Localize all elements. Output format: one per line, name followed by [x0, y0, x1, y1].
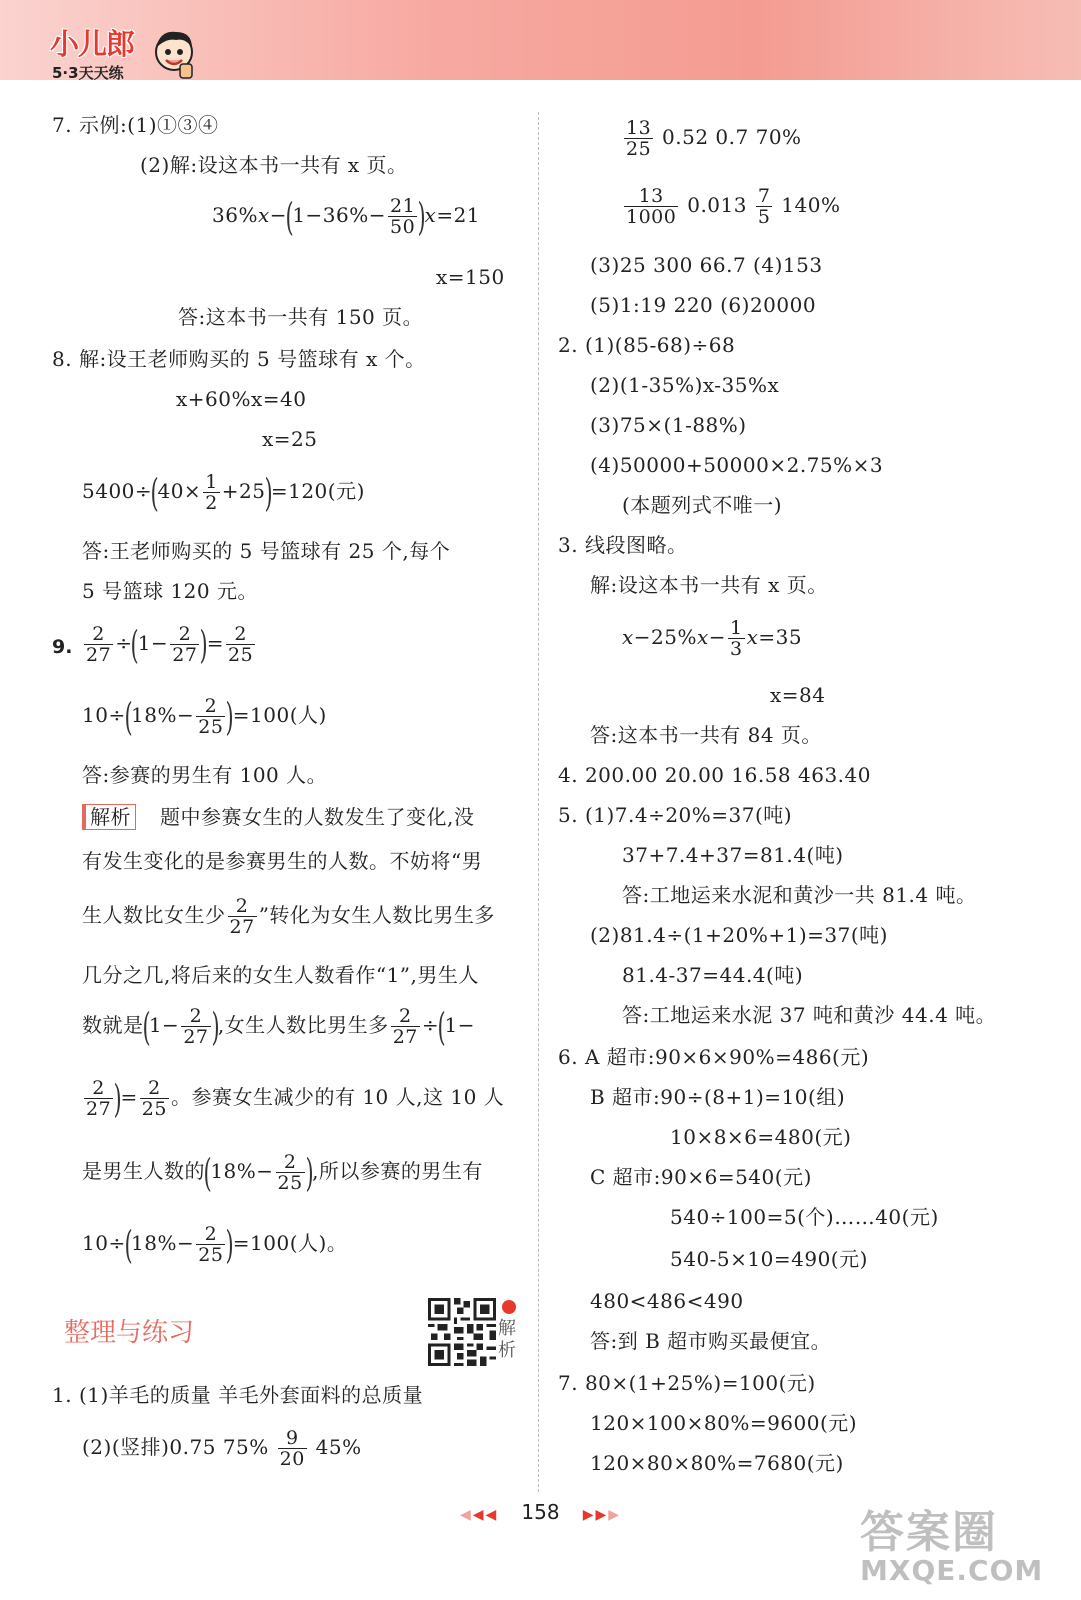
q7-answer: 答:这本书一共有 150 页。: [178, 305, 424, 329]
analysis-tag: 解析: [82, 804, 136, 830]
s1-line-2: (2)(竖排)0.75 75% $\frac{9}{20}$ 45%: [82, 1427, 362, 1470]
q7r-line-1: 7. 80×(1+25%)=100(元): [558, 1371, 816, 1395]
q5-line-2: 37+7.4+37=81.4(吨): [622, 843, 844, 867]
q3-equation: x−25%x− $\frac{1}{3}$ x=35: [622, 617, 803, 660]
q3-solution: x=84: [770, 683, 826, 707]
q8-equation-1: x+60%x=40: [176, 387, 307, 411]
q8-header: 8. 解:设王老师购买的 5 号篮球有 x 个。: [52, 347, 426, 371]
q8-answer-1: 答:王老师购买的 5 号篮球有 25 个,每个: [82, 539, 451, 563]
s1-line-1: 1. (1)羊毛的质量 羊毛外套面料的总质量: [52, 1383, 424, 1407]
q5-line-5: 81.4-37=44.4(吨): [622, 963, 804, 987]
q6-line-5: 540÷100=5(个)……40(元): [670, 1205, 939, 1229]
q9-number: 9.: [52, 636, 73, 658]
qr-label: 解析: [498, 1318, 516, 1361]
column-divider: [538, 112, 539, 1492]
mascot-boy-icon: [150, 26, 198, 80]
q2-line-5: (本题列式不唯一): [622, 493, 783, 517]
r-line-3: (3)25 300 66.7 (4)153: [590, 253, 823, 277]
analysis-line-2: 有发生变化的是参赛男生的人数。不妨将“男: [82, 849, 483, 873]
q7r-line-3: 120×80×80%=7680(元): [590, 1451, 844, 1475]
q9-answer: 答:参赛的男生有 100 人。: [82, 763, 328, 787]
watermark-line-1: 答案圈: [860, 1507, 998, 1558]
q3-answer: 答:这本书一共有 84 页。: [590, 723, 822, 747]
q5-line-1: 5. (1)7.4÷20%=37(吨): [558, 803, 793, 827]
q4-line: 4. 200.00 20.00 16.58 463.40: [558, 763, 871, 787]
q2-line-3: (3)75×(1-88%): [590, 413, 747, 437]
analysis-line-7: 是男生人数的(18%− $\frac{2}{25}$ ),所以参赛的男生有: [82, 1150, 483, 1195]
qr-code-icon[interactable]: [428, 1298, 496, 1366]
q2-line-2: (2)(1-35%)x-35%x: [590, 373, 780, 397]
q6-line-7: 480<486<490: [590, 1289, 744, 1313]
watermark: [860, 1496, 1043, 1587]
q7-solution: x=150: [436, 265, 505, 289]
analysis-line-8: 10÷(18%− $\frac{2}{25}$ )=100(人)。: [82, 1222, 348, 1267]
q5-line-3: 答:工地运来水泥和黄沙一共 81.4 吨。: [622, 883, 977, 907]
section-title: 整理与练习: [64, 1318, 195, 1348]
play-icon: [502, 1300, 516, 1314]
q7-equation: 36%x−(1−36%− $\frac{21}{50}$ )x=21: [212, 194, 481, 239]
next-arrows-icon: ▶▶▶: [582, 1507, 622, 1523]
prev-arrows-icon: ◀◀◀: [459, 1507, 499, 1523]
q5-line-6: 答:工地运来水泥 37 吨和黄沙 44.4 吨。: [622, 1003, 997, 1027]
q6-line-3: 10×8×6=480(元): [670, 1125, 852, 1149]
q8-equation-2: x=25: [262, 427, 318, 451]
page-number: 158: [521, 1500, 560, 1524]
analysis-line-3: 生人数比女生少 $\frac{2}{27}$ ”转化为女生人数比男生多: [82, 895, 495, 938]
q2-line-1: 2. (1)(85-68)÷68: [558, 333, 736, 357]
brand-series: 5·3天天练: [52, 64, 124, 82]
analysis-line-6: $\frac{2}{27}$ )= $\frac{2}{25}$ 。参赛女生减少的有 10 人,这 10 人: [86, 1076, 505, 1121]
analysis-line-5: 数就是(1− $\frac{2}{27}$ ),女生人数比男生多 $\frac{2}{27}$ ÷(1−: [82, 1004, 475, 1049]
q7-header: 7. 示例:(1)①③④: [52, 113, 219, 137]
q6-line-4: C 超市:90×6=540(元): [590, 1165, 812, 1189]
q5-line-4: (2)81.4÷(1+20%+1)=37(吨): [590, 923, 888, 947]
q3-line-2: 解:设这本书一共有 x 页。: [590, 573, 828, 597]
brand-name: 小儿郎: [50, 27, 135, 61]
q9-equation-1: $\frac{2}{27}$ ÷(1− $\frac{2}{27}$ )= $\frac{2}{25}$: [86, 622, 254, 667]
q3-line-1: 3. 线段图略。: [558, 533, 688, 557]
analysis-line-4: 几分之几,将后来的女生人数看作“1”,男生人: [82, 963, 479, 987]
watermark-line-2: MXQE.COM: [860, 1554, 1044, 1587]
r-line-2: $\frac{13}{1000}$ 0.013 $\frac{7}{5}$ 140%: [626, 185, 841, 228]
r-line-1: $\frac{13}{25}$ 0.52 0.7 70%: [626, 117, 802, 160]
q7r-line-2: 120×100×80%=9600(元): [590, 1411, 858, 1435]
q7-setup: (2)解:设这本书一共有 x 页。: [140, 153, 408, 177]
r-line-4: (5)1:19 220 (6)20000: [590, 293, 817, 317]
q8-answer-2: 5 号篮球 120 元。: [82, 579, 258, 603]
q8-equation-3: 5400÷(40× $\frac{1}{2}$ +25)=120(元): [82, 470, 365, 515]
q6-line-1: 6. A 超市:90×6×90%=486(元): [558, 1045, 870, 1069]
q6-line-6: 540-5×10=490(元): [670, 1247, 868, 1271]
q6-line-8: 答:到 B 超市购买最便宜。: [590, 1329, 832, 1353]
analysis-line-1: 解析 题中参赛女生的人数发生了变化,没: [82, 804, 474, 830]
q9-equation-2: 10÷(18%− $\frac{2}{25}$ )=100(人): [82, 694, 327, 739]
q6-line-2: B 超市:90÷(8+1)=10(组): [590, 1085, 846, 1109]
q2-line-4: (4)50000+50000×2.75%×3: [590, 453, 884, 477]
